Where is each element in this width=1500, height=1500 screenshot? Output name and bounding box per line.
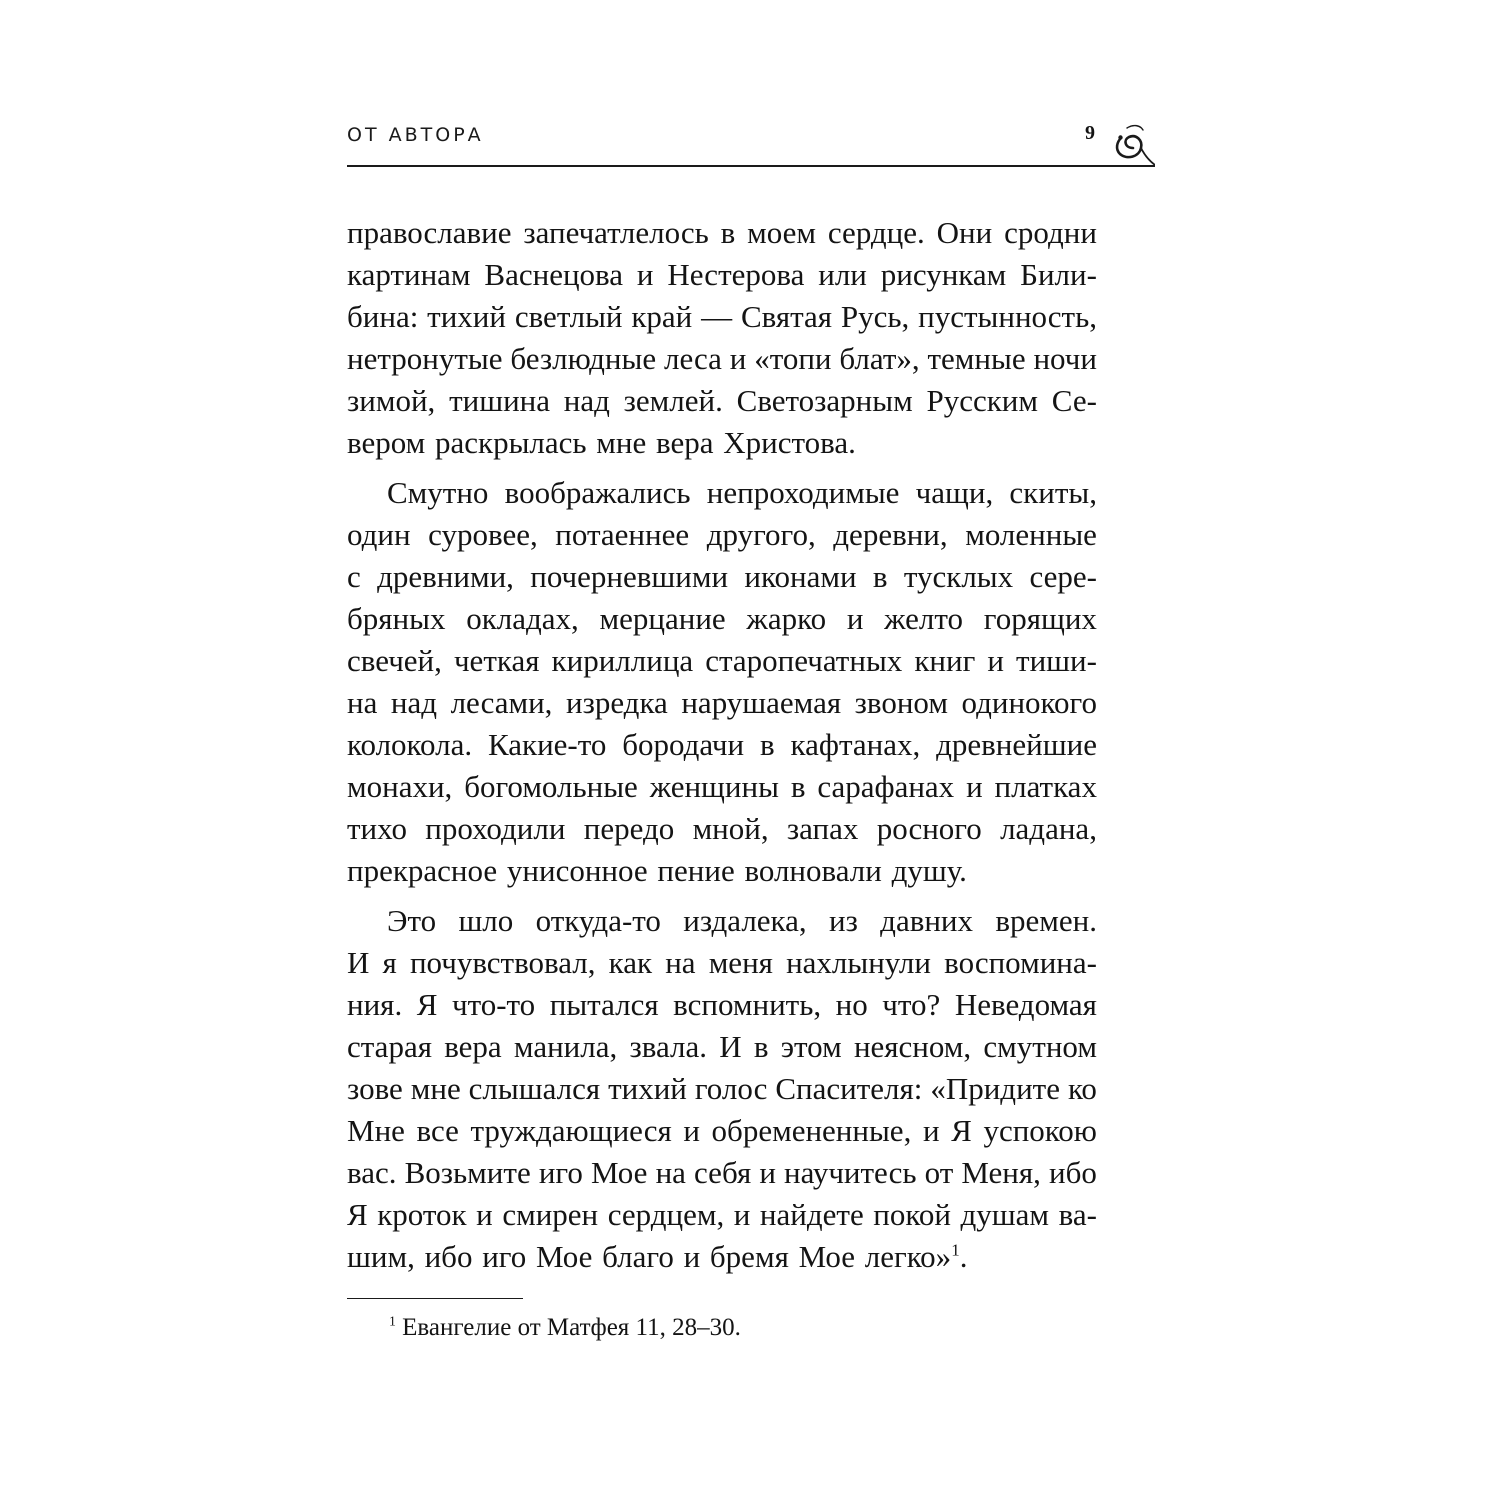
word: суровее, [428, 517, 538, 552]
word: чащи, [915, 475, 994, 510]
word: свечей, [347, 643, 442, 678]
text-line [347, 212, 1097, 254]
word: в [760, 727, 775, 762]
word: светлый [514, 299, 623, 334]
word: пытался [549, 987, 659, 1022]
word: я [382, 945, 397, 980]
word: успокою [983, 1113, 1097, 1148]
word: ладана, [1000, 811, 1097, 846]
word: почерневшими [530, 559, 729, 594]
word: все [416, 1113, 459, 1148]
word: издалека, [683, 903, 807, 938]
word: почувствовал, [409, 945, 596, 980]
word: сере- [1029, 559, 1097, 594]
text-line [347, 1194, 1097, 1236]
text-line [347, 724, 1097, 766]
word: Мне [347, 1113, 405, 1148]
text-line [347, 514, 1097, 556]
word: моленные [965, 517, 1097, 552]
header-rule [347, 165, 1155, 167]
word: ибо [1049, 1155, 1097, 1190]
trailing-punctuation: . [959, 1239, 968, 1274]
word: вера [444, 1029, 502, 1064]
word: Это [387, 903, 437, 938]
word: деревни, [833, 517, 948, 552]
word: зове [347, 1071, 403, 1106]
word: четкая [453, 643, 540, 678]
footnote-marker: 1 [389, 1313, 396, 1329]
text-line [347, 640, 1097, 682]
word: Се- [1051, 383, 1097, 418]
word: и [729, 341, 747, 376]
word: откуда-то [535, 903, 661, 938]
word: православие [347, 215, 512, 250]
word: над [563, 383, 610, 418]
word: книг [914, 643, 976, 678]
word: потаеннее [555, 517, 690, 552]
word: голос [694, 1071, 768, 1106]
text-line [347, 1152, 1097, 1194]
word: от [924, 1155, 954, 1190]
word: неясном, [853, 1029, 972, 1064]
word: в [720, 215, 736, 250]
word: воображались [504, 475, 691, 510]
word: меня [708, 945, 773, 980]
text-line [347, 900, 1097, 942]
paragraph-gap [347, 464, 1097, 472]
word: звала. [629, 1029, 707, 1064]
text-line [347, 598, 1097, 640]
word: непроходимые [706, 475, 900, 510]
page-number: 9 [1085, 122, 1095, 144]
word: И [347, 945, 370, 980]
word: картинам [347, 257, 471, 292]
word: Они [936, 215, 993, 250]
word: ночи [1033, 341, 1097, 376]
word: ния. [347, 987, 403, 1022]
word: и [476, 1197, 493, 1232]
word: душам [960, 1197, 1050, 1232]
word: смутном [983, 1029, 1097, 1064]
word: и [966, 769, 983, 804]
word: богомольные [464, 769, 638, 804]
word: Святая [740, 299, 833, 334]
paragraph [347, 472, 1097, 892]
word: и [636, 257, 654, 292]
word: И [719, 1029, 742, 1064]
word: над [390, 685, 438, 720]
word: воспомина- [944, 945, 1097, 980]
word: сродни [1004, 215, 1097, 250]
word: запечатлелось [523, 215, 709, 250]
word: «Придите [930, 1071, 1060, 1106]
word: старопечатных [705, 643, 903, 678]
word: в [753, 1029, 769, 1064]
text-line [347, 1068, 1097, 1110]
word: сердце. [827, 215, 925, 250]
word: и [759, 1155, 776, 1190]
word: и [846, 601, 864, 636]
word: тихо [347, 811, 407, 846]
text-line: вером раскрылась мне вера Христова. [347, 425, 856, 460]
text-line [347, 1026, 1097, 1068]
word: Какие-то [487, 727, 607, 762]
footnote [389, 1314, 741, 1342]
word: другого, [706, 517, 816, 552]
word: тиши- [1016, 643, 1097, 678]
word: горящих [983, 601, 1097, 636]
word: Светозарным [736, 383, 913, 418]
word: бина: [347, 299, 419, 334]
text-line [347, 682, 1097, 724]
word: Смутно [387, 475, 489, 510]
text-line [347, 338, 1097, 380]
word: ко [1067, 1071, 1097, 1106]
text-line [347, 254, 1097, 296]
word: ва- [1058, 1197, 1097, 1232]
word: передо [583, 811, 675, 846]
word: научитесь [784, 1155, 917, 1190]
word: смирен [502, 1197, 599, 1232]
word: что-то [451, 987, 536, 1022]
word: найдете [759, 1197, 864, 1232]
word: Возьмите [404, 1155, 531, 1190]
text-line [347, 942, 1097, 984]
word: и [987, 643, 1004, 678]
word: на [655, 1155, 686, 1190]
word: Меня, [961, 1155, 1041, 1190]
word: в [872, 559, 888, 594]
word: как [608, 945, 653, 980]
word: давних [880, 903, 974, 938]
word: скиты, [1009, 475, 1097, 510]
word: себя [694, 1155, 752, 1190]
word: зимой, [347, 383, 436, 418]
word: желто [884, 601, 964, 636]
word: кириллица [551, 643, 694, 678]
word: росного [876, 811, 982, 846]
footnote-text: Евангелие от Матфея 11, 28–30. [402, 1314, 741, 1341]
word: лесами, [450, 685, 553, 720]
word: темные [927, 341, 1026, 376]
word: тусклых [903, 559, 1014, 594]
word: кроток [377, 1197, 467, 1232]
footnote-reference: 1 [951, 1240, 960, 1260]
text-line [347, 296, 1097, 338]
word: и [683, 1113, 700, 1148]
word: шло [458, 903, 514, 938]
word: пустынность, [918, 299, 1097, 334]
word: покой [873, 1197, 951, 1232]
text-line [347, 984, 1097, 1026]
word: тихий [608, 1071, 687, 1106]
word: и [922, 1113, 940, 1148]
word: запах [786, 811, 859, 846]
text-line [347, 380, 1097, 422]
word: труждающиеся [470, 1113, 672, 1148]
word: мне [410, 1071, 461, 1106]
word: древнейшие [936, 727, 1097, 762]
word: Я [416, 987, 438, 1022]
word: древними, [377, 559, 514, 594]
text-line [347, 1110, 1097, 1152]
word: «топи [754, 341, 832, 376]
word: иго [538, 1155, 583, 1190]
word: рисункам [880, 257, 1007, 292]
word: один [347, 517, 411, 552]
word: иконами [744, 559, 857, 594]
word: монахи, [347, 769, 453, 804]
word: Нестерова [667, 257, 805, 292]
word: край [631, 299, 693, 334]
word: нахлынули [786, 945, 931, 980]
word: сарафанах [817, 769, 955, 804]
paragraph [347, 900, 1097, 1278]
word: звоном [854, 685, 948, 720]
text-line [347, 472, 1097, 514]
word: на [347, 685, 378, 720]
word: бряных [347, 601, 446, 636]
word: землей. [623, 383, 723, 418]
word: нарушаемая [681, 685, 842, 720]
word: вспомнить, [673, 987, 822, 1022]
body-text [347, 212, 1097, 1278]
word: но [835, 987, 868, 1022]
text-segment: шим, ибо иго Мое благо и бремя Мое легко» [347, 1239, 952, 1274]
footnote-rule [347, 1298, 523, 1299]
word: тихий [427, 299, 506, 334]
word: старая [347, 1029, 432, 1064]
page-header [347, 118, 1155, 168]
word: на [665, 945, 696, 980]
word: и [733, 1197, 751, 1232]
word: блат», [839, 341, 920, 376]
text-line [347, 808, 1097, 850]
text-line [347, 556, 1097, 598]
word: Я [347, 1197, 368, 1232]
word: изредка [565, 685, 668, 720]
word: Васнецова [484, 257, 624, 292]
word: слышался [468, 1071, 601, 1106]
word: вас. [347, 1155, 397, 1190]
text-line: прекрасное унисонное пение волновали душу. [347, 853, 967, 888]
word: тишина [449, 383, 551, 418]
text-line [347, 766, 1097, 808]
paragraph [347, 212, 1097, 464]
word: — [701, 299, 733, 334]
word: или [818, 257, 867, 292]
word: кафтанах, [790, 727, 921, 762]
word: мерцание [599, 601, 726, 636]
paragraph-gap [347, 892, 1097, 900]
word: женщины [649, 769, 779, 804]
word: Русским [926, 383, 1039, 418]
word: нетронутые [347, 341, 503, 376]
word: обремененные, [711, 1113, 912, 1148]
word: проходили [425, 811, 566, 846]
running-title: ОТ АВТОРА [347, 124, 484, 146]
word: времен. [995, 903, 1097, 938]
word: Я [951, 1113, 972, 1148]
word: Русь, [840, 299, 910, 334]
word: одинокого [961, 685, 1097, 720]
word: окладах, [466, 601, 579, 636]
word: платках [994, 769, 1097, 804]
word: безлюдные [510, 341, 657, 376]
word: моем [747, 215, 817, 250]
text-line [347, 1236, 1097, 1278]
swirl-ornament-icon [1103, 118, 1155, 168]
last-line-content [347, 1236, 967, 1278]
word: Неведомая [954, 987, 1097, 1022]
word: жарко [746, 601, 827, 636]
word: колокола. [347, 727, 473, 762]
word: Мое [591, 1155, 648, 1190]
word: из [829, 903, 858, 938]
word: бородачи [622, 727, 745, 762]
word: что? [882, 987, 941, 1022]
word: с [347, 559, 361, 594]
word: мной, [692, 811, 769, 846]
word: Спасителя: [775, 1071, 923, 1106]
word: леса [663, 341, 722, 376]
word: сердцем, [607, 1197, 725, 1232]
word: в [790, 769, 806, 804]
word: манила, [513, 1029, 618, 1064]
word: Били- [1020, 257, 1097, 292]
word: этом [780, 1029, 842, 1064]
